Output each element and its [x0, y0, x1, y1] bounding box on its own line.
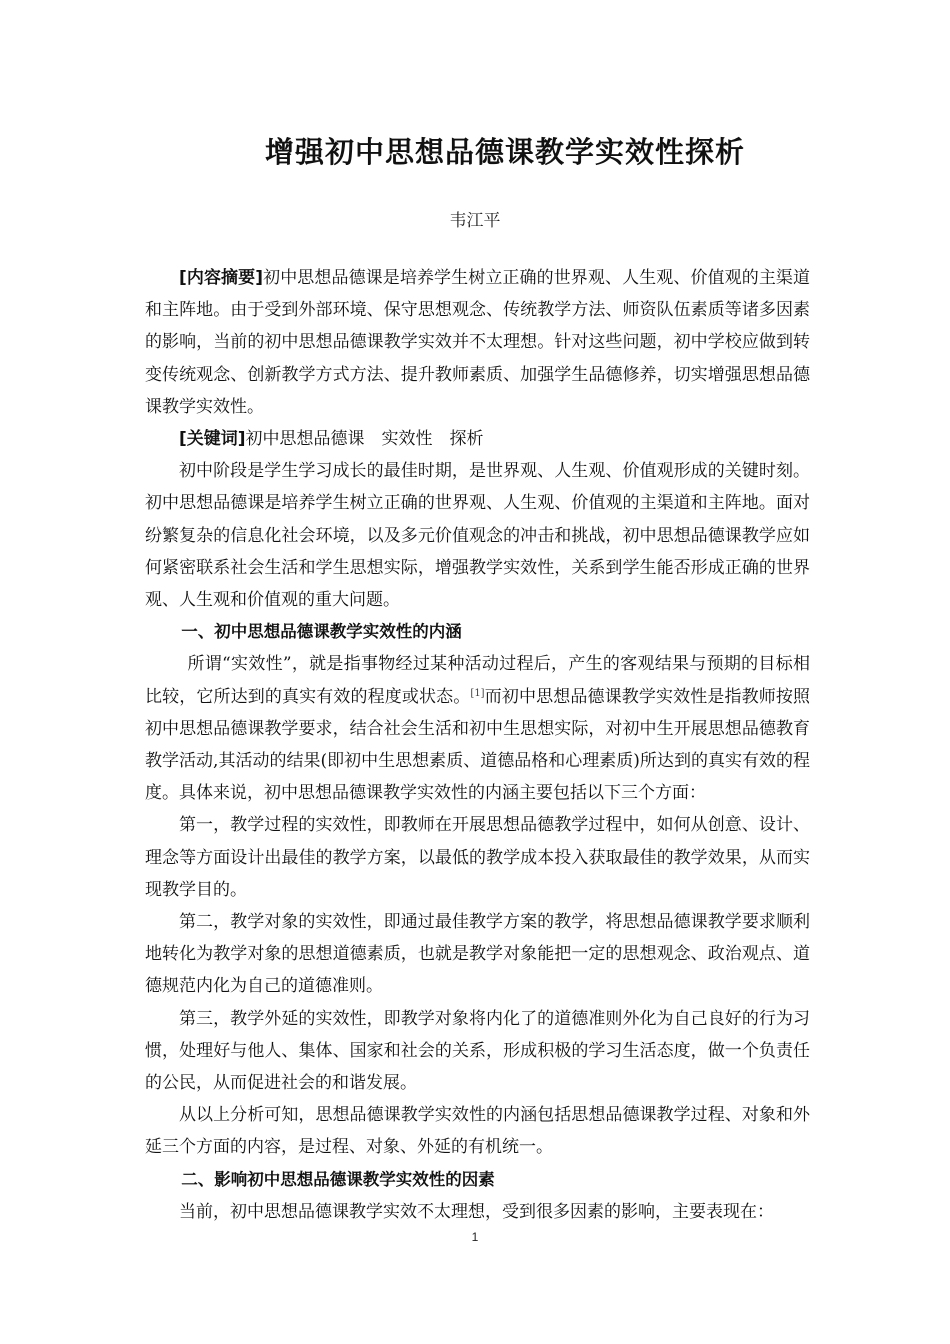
author-name: 韦江平 — [449, 211, 501, 231]
section1-paragraph-4: 第三，教学外延的实效性，即教学对象将内化了的道德准则外化为自己良好的行为习惯，处理好与他人、集体、国家和社会的关系，形成积极的学习生活态度，做一个负责任的公民，从而促进社会的和谐发展。 — [145, 1008, 810, 1094]
keywords-paragraph — [145, 423, 810, 455]
section1-paragraph-1 — [145, 648, 810, 809]
page-number: 1 — [471, 1230, 479, 1244]
abstract-label: [内容摘要] — [179, 268, 264, 288]
keywords-text: 初中思想品德课 实效性 探析 — [245, 429, 484, 450]
keywords-label: [关键词] — [179, 429, 246, 450]
abstract-paragraph — [145, 262, 810, 423]
document-body — [145, 262, 810, 1228]
section-heading-1: 一、初中思想品德课教学实效性的内涵 — [181, 622, 462, 642]
section1-paragraph-2: 第一，教学过程的实效性，即教师在开展思想品德教学过程中，如何从创意、设计、理念等方面设计出最佳的教学方案，以最低的教学成本投入获取最佳的教学效果，从而实现教学目的。 — [145, 815, 810, 900]
document-title: 增强初中思想品德课教学实效性探析 — [264, 135, 745, 169]
section2-paragraph-1: 当前，初中思想品德课教学实效不太理想，受到很多因素的影响，主要表现在： — [179, 1201, 774, 1222]
abstract-text: 初中思想品德课是培养学生树立正确的世界观、人生观、价值观的主渠道和主阵地。由于受到外部环境、保守思想观念、传统教学方法、师资队伍素质等诸多因素的影响，当前的初中思想品德课教学实效并不太理想。针对这些问题，初中学校应做到转变传统观念、创新教学方式方法、提升教师素质、加强学生品德修养，切实增强思想品德课教学实效性。 — [145, 268, 811, 417]
section1-paragraph-5: 从以上分析可知，思想品德课教学实效性的内涵包括思想品德课教学过程、对象和外延三个方面的内容，是过程、对象、外延的有机统一。 — [145, 1105, 810, 1158]
section-heading-2: 二、影响初中思想品德课教学实效性的因素 — [181, 1169, 495, 1189]
intro-paragraph: 初中阶段是学生学习成长的最佳时期，是世界观、人生观、价值观形成的关键时刻。初中思想品德课是培养学生树立正确的世界观、人生观、价值观的主渠道和主阵地。面对纷繁复杂的信息化社会环境，以及多元价值观念的冲击和挑战，初中思想品德课教学应如何紧密联系社会生活和学生思想实际，增强教学实效性，关系到学生能否形成正确的世界观、人生观和价值观的重大问题。 — [145, 461, 810, 611]
section1-p1-text-a: 所谓“实效性”，就是指事物经过某种活动过程后，产生的客观结果与预期的目标相比较，它所达到的真实有效的程度或状态。 — [145, 654, 810, 707]
section1-paragraph-3: 第二，教学对象的实效性，即通过最佳教学方案的教学，将思想品德课教学要求顺利地转化为教学对象的思想道德素质，也就是教学对象能把一定的思想观念、政治观点、道德规范内化为自己的道德准则。 — [145, 912, 810, 997]
footnote-reference[interactable]: [1] — [470, 687, 485, 699]
section1-p1-text-b: 而初中思想品德课教学实效性是指教师按照初中思想品德课教学要求，结合社会生活和初中生思想实际，对初中生开展思想品德教育教学活动,其活动的结果(即初中生思想素质、道德品格和心理素质)所达到的真实有效的程度。具体来说，初中思想品德课教学实效性的内涵主要包括以下三个方面： — [145, 686, 811, 804]
